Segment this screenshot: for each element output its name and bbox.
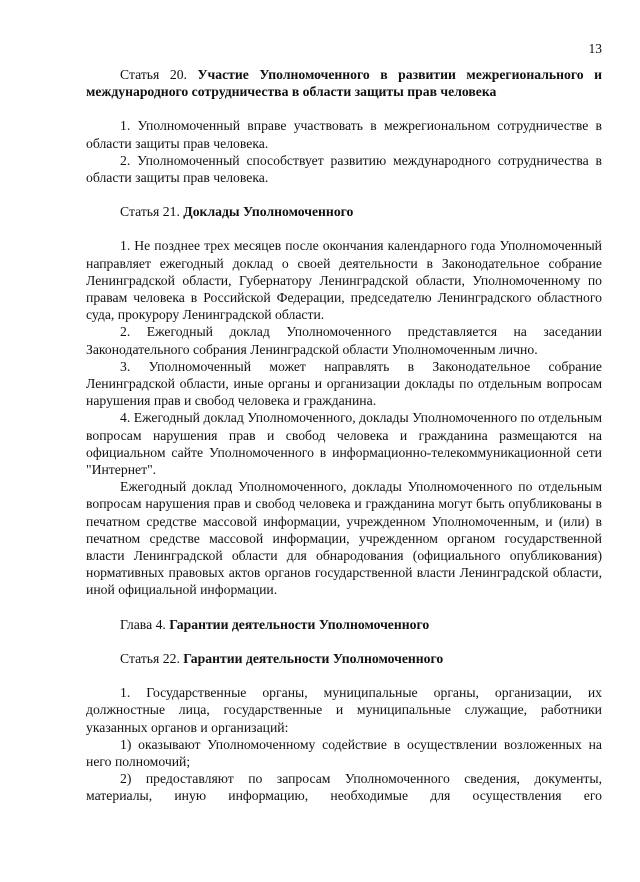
article-22-paragraph-3: 2) предоставляют по запросам Уполномоченного сведения, документы, материалы, иную информацию, необходимые для осуществления его bbox=[86, 771, 602, 804]
article-21-paragraph-2: 2. Ежегодный доклад Уполномоченного представляется на заседании Законодательного собрания Ленинградской области Уполномоченным лично. bbox=[86, 324, 602, 357]
article-21-paragraph-3: 3. Уполномоченный может направлять в Законодательное собрание Ленинградской области, иные органы и организации доклады по отдельным вопросам нарушения прав и свобод человека и гражданина. bbox=[86, 358, 602, 409]
spacer bbox=[86, 220, 602, 237]
article-22-heading bbox=[86, 650, 602, 667]
document-content bbox=[86, 66, 602, 805]
article-21-heading bbox=[86, 203, 602, 220]
page-number: 13 bbox=[588, 41, 602, 56]
article-22-paragraph-1: 1. Государственные органы, муниципальные органы, организации, их должностные лица, государственные и муниципальные служащие, работники указанных органов и организаций: bbox=[86, 685, 602, 735]
article-21-paragraph-4: 4. Ежегодный доклад Уполномоченного, доклады Уполномоченного по отдельным вопросам нарушения прав и свобод человека и гражданина размещаются на официальном сайте Уполномоченного в информационно-телекоммуникационной сети "Интернет". bbox=[86, 410, 602, 478]
article-22-paragraph-2: 1) оказывают Уполномоченному содействие в осуществлении возложенных на него полномочий; bbox=[86, 736, 602, 769]
spacer bbox=[86, 599, 602, 616]
chapter-4-heading bbox=[86, 616, 602, 633]
chapter-4-prefix: Глава 4. bbox=[120, 616, 166, 632]
spacer bbox=[86, 100, 602, 117]
article-21-prefix: Статья 21. bbox=[120, 204, 180, 220]
spacer bbox=[86, 186, 602, 203]
article-22-title: Гарантии деятельности Уполномоченного bbox=[183, 650, 444, 666]
article-21-paragraph-1: 1. Не позднее трех месяцев после окончания календарного года Уполномоченный направляет ежегодный доклад о своей деятельности в Законодательное собрание Ленинградской области, Губернатору Ленинградской области, Уполномоченному по правам человека в Российской Федерации, председателю Ленинградского областного суда, прокурору Ленинградской области. bbox=[86, 238, 602, 323]
spacer bbox=[86, 633, 602, 650]
chapter-4-title: Гарантии деятельности Уполномоченного bbox=[169, 616, 430, 632]
article-20-heading bbox=[86, 66, 602, 100]
article-20-paragraph-1: 1. Уполномоченный вправе участвовать в межрегиональном сотрудничестве в области защиты прав человека. bbox=[86, 118, 602, 151]
spacer bbox=[86, 667, 602, 684]
article-20-title: Участие Уполномоченного в развитии межрегионального и международного сотрудничества в области защиты прав человека bbox=[86, 67, 602, 100]
article-22-prefix: Статья 22. bbox=[120, 650, 180, 666]
article-20-paragraph-2: 2. Уполномоченный способствует развитию международного сотрудничества в области защиты прав человека. bbox=[86, 152, 602, 186]
article-20-prefix: Статья 20. bbox=[120, 67, 187, 82]
article-21-paragraph-5: Ежегодный доклад Уполномоченного, доклады Уполномоченного по отдельным вопросам нарушения прав и свобод человека и гражданина могут быть опубликованы в печатном средстве массовой информации, учрежденном Уполномоченным, и (или) в печатном средстве массовой информации, учрежденном органом государственной власти Ленинградской области для обнародования (официального опубликования) нормативных правовых актов органов государственной власти Ленинградской области, иной официальной информации. bbox=[86, 479, 602, 598]
article-21-title: Доклады Уполномоченного bbox=[183, 204, 354, 220]
